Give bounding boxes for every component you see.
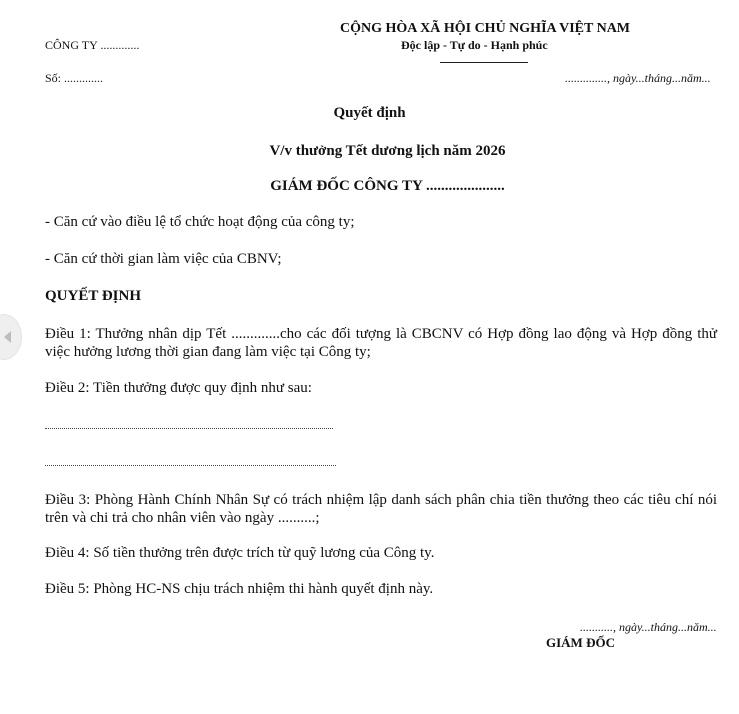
blank-fill-line <box>45 465 336 466</box>
director-heading: GIÁM ĐỐC CÔNG TY ..................... <box>270 178 505 194</box>
article-3: Điều 3: Phòng Hành Chính Nhân Sự có trách nhiệm lập danh sách phân chia tiền thưởng theo các tiêu chí nói trên và chi trả cho nhân viên vào ngày ..........; <box>45 492 717 526</box>
company-name: CÔNG TY ............. <box>45 38 140 52</box>
article-2: Điều 2: Tiền thưởng được quy định như sau: <box>45 380 312 396</box>
previous-page-arrow-icon[interactable] <box>0 314 22 360</box>
article-4: Điều 4: Số tiền thưởng trên được trích từ quỹ lương của Công ty. <box>45 545 435 561</box>
basis-item: - Căn cứ thời gian làm việc của CBNV; <box>45 251 282 267</box>
basis-item: - Căn cứ vào điều lệ tổ chức hoạt động của công ty; <box>45 214 355 230</box>
decide-heading: QUYẾT ĐỊNH <box>45 288 141 304</box>
blank-fill-line <box>45 428 333 429</box>
document-number: Số: ............. <box>45 71 104 85</box>
motto-underline <box>440 62 528 63</box>
signature-date-line: ..........., ngày...tháng...năm... <box>580 620 717 634</box>
national-motto: Độc lập - Tự do - Hạnh phúc <box>401 38 548 52</box>
article-1: Điều 1: Thưởng nhân dịp Tết .............cho các đối tượng là CBCNV có Hợp đồng lao động và Hợp đồng thử việc hưởng lương thời gian đang làm việc tại Công ty; <box>45 326 717 360</box>
national-title: CỘNG HÒA XÃ HỘI CHỦ NGHĨA VIỆT NAM <box>340 21 631 36</box>
article-5: Điều 5: Phòng HC-NS chịu trách nhiệm thi hành quyết định này. <box>45 581 434 597</box>
decision-title: Quyết định <box>333 105 406 121</box>
decision-subject: V/v thưởng Tết dương lịch năm 2026 <box>269 143 506 159</box>
signature-title: GIÁM ĐỐC <box>546 635 615 650</box>
header-date-line: .............., ngày...tháng...năm... <box>565 71 711 85</box>
